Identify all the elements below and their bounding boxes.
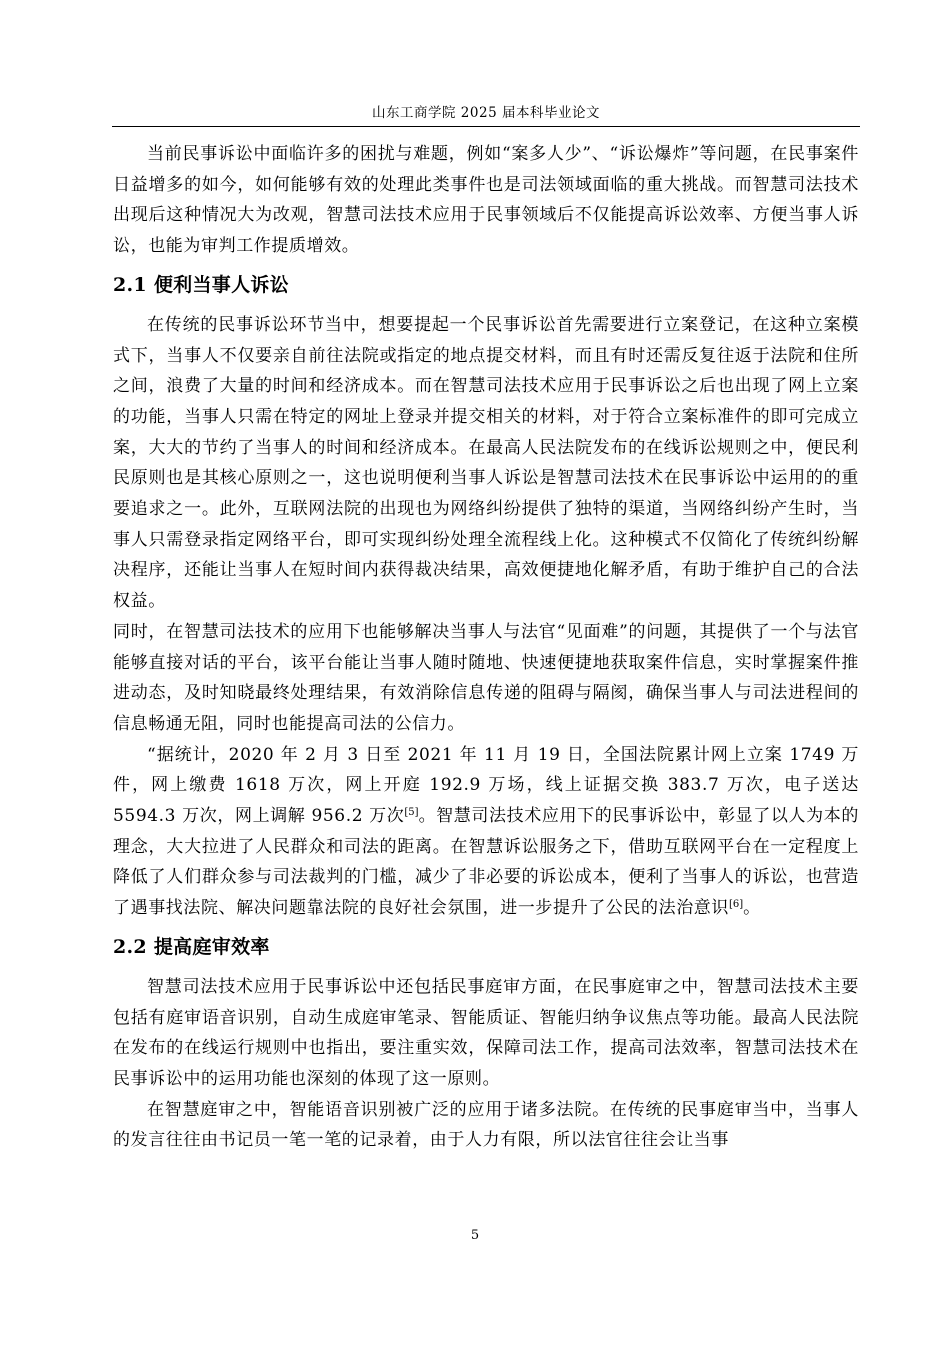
citation-ref-5: [5]	[404, 807, 419, 819]
intro-paragraph: 当前民事诉讼中面临许多的困扰与难题，例如“案多人少”、“诉讼爆炸”等问题，在民事案件日益增多的如今，如何能够有效的处理此类事件也是司法领域面临的重大挑战。而智慧司法技术出现后这种情况大为改观，智慧司法技术应用于民事领域后不仅能提高诉讼效率、方便当事人诉讼，也能为审判工作提质增效。	[113, 144, 859, 257]
section-2-1-paragraph-2	[113, 740, 859, 924]
section-2-1-paragraph-1-text: 在传统的民事诉讼环节当中，想要提起一个民事诉讼首先需要进行立案登记，在这种立案模式下，当事人不仅要亲自前往法院或指定的地点提交材料，而且有时还需反复往返于法院和住所之间，浪费了大量的时间和经济成本。而在智慧司法技术应用于民事诉讼之后也出现了网上立案的功能，当事人只需在特定的网址上登录并提交相关的材料，对于符合立案标准件的即可完成立案，大大的节约了当事人的时间和经济成本。在最高人民法院发布的在线诉讼规则之中，便民利民原则也是其核心原则之一，这也说明便利当事人诉讼是智慧司法技术在民事诉讼中运用的的重要追求之一。此外，互联网法院的出现也为网络纠纷提供了独特的渠道，当网络纠纷产生时，当事人只需登录指定网络平台，即可实现纠纷处理全流程线上化。这种模式不仅简化了传统纠纷解决程序，还能让当事人在短时间内获得裁决结果，高效便捷地化解矛盾，有助于维护自己的合法权益。	[113, 314, 859, 612]
statistics-text: “据统计，2020 年 2 月 3 日至 2021 年 11 月 19 日，全国法院累计网上立案 1749 万件，网上缴费 1618 万次，网上开庭 192.9 万场，线上证据交换 383.7 万次，电子送达 5594.3 万次，网上调解 956.2 万次	[113, 744, 859, 827]
section-2-1-paragraph-1	[113, 310, 859, 740]
header-rule	[112, 126, 860, 127]
section-heading-2-1: 2.1 便利当事人诉讼	[113, 273, 289, 296]
running-header: 山东工商学院 2025 届本科毕业论文	[372, 105, 600, 121]
section-heading-2-2: 2.2 提高庭审效率	[113, 935, 270, 958]
section-2-1-paragraph-1-continuation: 同时，在智慧司法技术的应用下也能够解决当事人与法官“见面难”的问题，其提供了一个与法官能够直接对话的平台，该平台能让当事人随时随地、快速便捷地获取案件信息，实时掌握案件推进动态，及时知晓最终处理结果，有效消除信息传递的阻碍与隔阂，确保当事人与司法进程间的信息畅通无阻，同时也能提高司法的公信力。	[113, 621, 859, 734]
citation-ref-6: [6]	[729, 899, 744, 911]
section-2-2-paragraph-2: 在智慧庭审之中，智能语音识别被广泛的应用于诸多法院。在传统的民事庭审当中，当事人的发言往往由书记员一笔一笔的记录着，由于人力有限，所以法官往往会让当事	[113, 1099, 859, 1151]
statistics-text-middle: 。智慧司法技术应用下的民事诉讼中，彰显了以人为本的理念，大大拉进了人民群众和司法的距离。在智慧诉讼服务之下，借助互联网平台在一定程度上降低了人们群众参与司法裁判的门槛，减少了非必要的诉讼成本，便利了当事人的诉讼，也营造了遇事找法院、解决问题靠法院的良好社会氛围，进一步提升了公民的法治意识	[113, 806, 859, 919]
page-number: 5	[470, 1228, 480, 1243]
section-2-2-paragraph-1: 智慧司法技术应用于民事诉讼中还包括民事庭审方面，在民事庭审之中，智慧司法技术主要包括有庭审语音识别，自动生成庭审笔录、智能质证、智能归纳争议焦点等功能。最高人民法院在发布的在线运行规则中也指出，要注重实效，保障司法工作，提高司法效率，智慧司法技术在民事诉讼中的运用功能也深刻的体现了这一原则。	[113, 976, 859, 1089]
page-body	[113, 139, 859, 1156]
statistics-text-end: 。	[743, 898, 761, 919]
